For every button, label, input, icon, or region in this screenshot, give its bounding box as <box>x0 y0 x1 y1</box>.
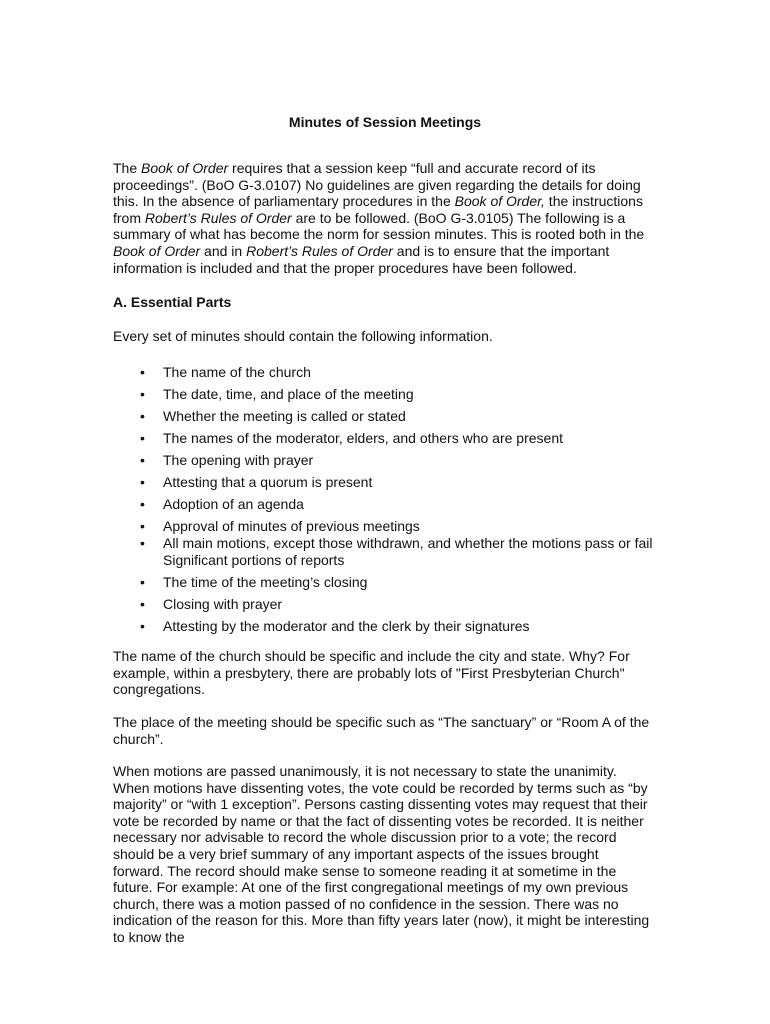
document-title: Minutes of Session Meetings <box>288 114 482 130</box>
italic-title-reference: Robert’s Rules of Order <box>144 209 292 226</box>
list-item-text: The time of the meeting’s closing <box>163 574 368 591</box>
list-item-text: Closing with prayer <box>163 596 283 613</box>
list-item <box>113 496 653 513</box>
list-item-text: The opening with prayer <box>163 451 314 468</box>
bullet-icon: • <box>140 517 145 534</box>
list-item-text: The names of the moderator, elders, and others who are present <box>163 429 564 446</box>
paragraph-motions: When motions are passed unanimously, it is not necessary to state the unanimity. When motions have dissenting votes, the vote could be recorded by terms such as “by majority” or “with 1 exception”. Persons casting dissenting votes may request that their vote be recorded by name or that the fact of dissenting votes be recorded. It is neither necessary nor advisable to record the whole discussion prior to a vote; the record should be a very brief summary of any important aspects of the issues brought forward. The record should make sense to someone reading it at sometime in the future. For example: At one of the first congregational meetings of my own previous church, there was a motion passed of no confidence in the session. There was no indication of the reason for this. More than fifty years later (now), it might be interesting to know the <box>113 763 650 945</box>
bullet-icon: • <box>140 451 145 468</box>
list-item <box>113 364 653 381</box>
bullet-icon: • <box>140 596 145 613</box>
bullet-icon: • <box>140 535 145 552</box>
list-item <box>113 474 653 491</box>
intro-text-run: and is to ensure that the important information is included and that the proper procedures have been followed. <box>113 242 610 276</box>
bullet-icon: • <box>140 618 145 635</box>
list-item-text: Approval of minutes of previous meetings <box>163 517 420 534</box>
list-item <box>113 408 653 425</box>
italic-title-reference: Book of Order <box>141 160 229 176</box>
intro-paragraph <box>113 160 653 276</box>
list-item <box>113 535 653 568</box>
list-item-text: Attesting by the moderator and the clerk by their signatures <box>163 618 530 635</box>
bullet-icon: • <box>140 429 145 446</box>
list-item <box>113 574 653 591</box>
intro-text-run: The <box>113 160 142 176</box>
list-item <box>113 452 653 469</box>
paragraph-church-name: The name of the church should be specific and include the city and state. Why? For example, within a presbytery, there are probably lots of "First Presbyterian Church" congregations. <box>113 648 630 698</box>
list-item-text: The date, time, and place of the meeting <box>163 385 414 402</box>
bullet-icon: • <box>140 364 145 380</box>
bullet-icon: • <box>140 473 145 490</box>
intro-text-run: are to be followed. (BoO G-3.0105) The following is a summary of what has become the norm for session minutes. This is rooted both in the <box>113 209 645 243</box>
intro-text-run: and in <box>200 242 247 259</box>
list-item-text: All main motions, except those withdrawn, and whether the motions pass or fail Significant portions of reports <box>163 535 653 569</box>
list-intro-text: Every set of minutes should contain the following information. <box>113 328 493 344</box>
list-item <box>113 596 653 613</box>
paragraph-meeting-place: The place of the meeting should be specific such as “The sanctuary” or “Room A of the church”. <box>113 714 650 747</box>
bullet-icon: • <box>140 385 145 402</box>
italic-title-reference: Book of Order, <box>454 193 545 210</box>
bullet-icon: • <box>140 574 145 591</box>
list-item <box>113 618 653 635</box>
italic-title-reference: Book of Order <box>113 242 201 259</box>
list-item <box>113 518 653 535</box>
list-item <box>113 430 653 447</box>
intro-text-run: requires that a session keep “full and accurate record of its proceedings”. (BoO G-3.0107) No guidelines are given regarding the details for doing this. In the absence of parliamentary procedures in the <box>113 160 641 210</box>
list-item-text: Attesting that a quorum is present <box>163 473 373 490</box>
list-item-text: The name of the church <box>163 364 311 380</box>
list-item <box>113 386 653 403</box>
italic-title-reference: Robert’s Rules of Order <box>246 242 393 259</box>
list-item-text: Whether the meeting is called or stated <box>163 407 406 424</box>
intro-text-run: the instructions from <box>113 193 643 226</box>
bullet-icon: • <box>140 495 145 512</box>
list-item-text: Adoption of an agenda <box>163 495 304 512</box>
section-heading-essential-parts: A. Essential Parts <box>113 294 232 310</box>
bullet-icon: • <box>140 407 145 424</box>
essential-parts-list <box>113 364 653 635</box>
